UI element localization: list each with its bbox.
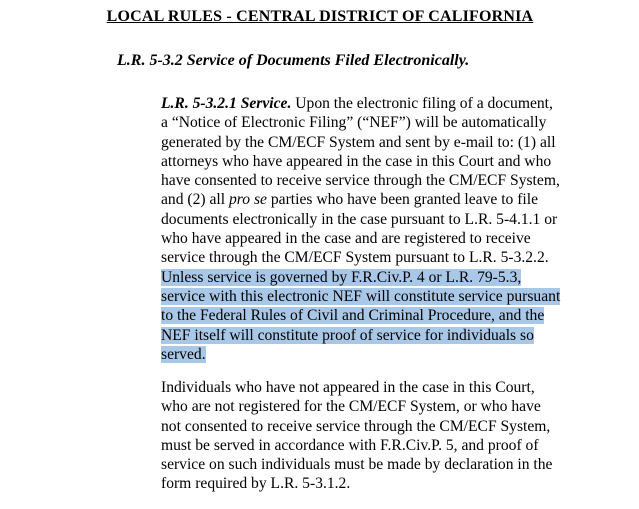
text-line[interactable]: documents electronically in the case pursuant to L.R. 5-4.1.1 or bbox=[161, 210, 558, 228]
text-line[interactable]: who have appeared in the case and are registered to receive bbox=[161, 230, 531, 248]
highlighted-selection-line[interactable]: service with this electronic NEF will constitute service pursuant bbox=[161, 287, 561, 305]
text-line[interactable]: generated by the CM/ECF System and sent by e-mail to: (1) all bbox=[161, 133, 556, 151]
text-line[interactable]: and (2) all pro se parties who have been granted leave to file bbox=[161, 191, 539, 209]
individuals-paragraph[interactable] bbox=[161, 378, 621, 494]
highlighted-selection-line[interactable]: Unless service is governed by F.R.Civ.P. 4 or L.R. 79-5.3, bbox=[161, 268, 522, 286]
page-header: LOCAL RULES - CENTRAL DISTRICT OF CALIFORNIA bbox=[106, 8, 534, 25]
text-line[interactable]: form required by L.R. 5-3.1.2. bbox=[161, 475, 351, 493]
rule-title: L.R. 5-3.2 Service of Documents Filed Electronically. bbox=[117, 52, 470, 69]
subrule-title: L.R. 5-3.2.1 Service. bbox=[161, 95, 292, 112]
text-line[interactable]: must be served in accordance with F.R.Civ.P. 5, and proof of bbox=[161, 436, 539, 454]
text-line[interactable]: have consented to receive service through the CM/ECF System, bbox=[161, 172, 560, 190]
pro-se-italic: pro se bbox=[228, 191, 267, 209]
text-line[interactable]: Individuals who have not appeared in the case in this Court, bbox=[161, 379, 535, 396]
text-line[interactable]: service through the CM/ECF System pursuant to L.R. 5-3.2.2. bbox=[161, 249, 549, 267]
text-line[interactable]: L.R. 5-3.2.1 Service. Upon the electronic filing of a document, bbox=[161, 95, 553, 112]
text-line[interactable]: who are not registered for the CM/ECF System, or who have bbox=[161, 398, 541, 416]
highlighted-selection-line[interactable]: served. bbox=[161, 345, 206, 363]
text-line[interactable]: not consented to receive service through the CM/ECF System, bbox=[161, 417, 551, 435]
service-paragraph[interactable] bbox=[161, 94, 621, 364]
text-line[interactable]: a “Notice of Electronic Filing” (“NEF”) will be automatically bbox=[161, 114, 547, 132]
text-line[interactable]: attorneys who have appeared in the case in this Court and who bbox=[161, 152, 552, 170]
highlighted-selection-line[interactable]: NEF itself will constitute proof of service for individuals so bbox=[161, 326, 534, 344]
text-line[interactable]: service on such individuals must be made by declaration in the bbox=[161, 456, 553, 474]
highlighted-selection-line[interactable]: to the Federal Rules of Civil and Criminal Procedure, and the bbox=[161, 307, 545, 325]
